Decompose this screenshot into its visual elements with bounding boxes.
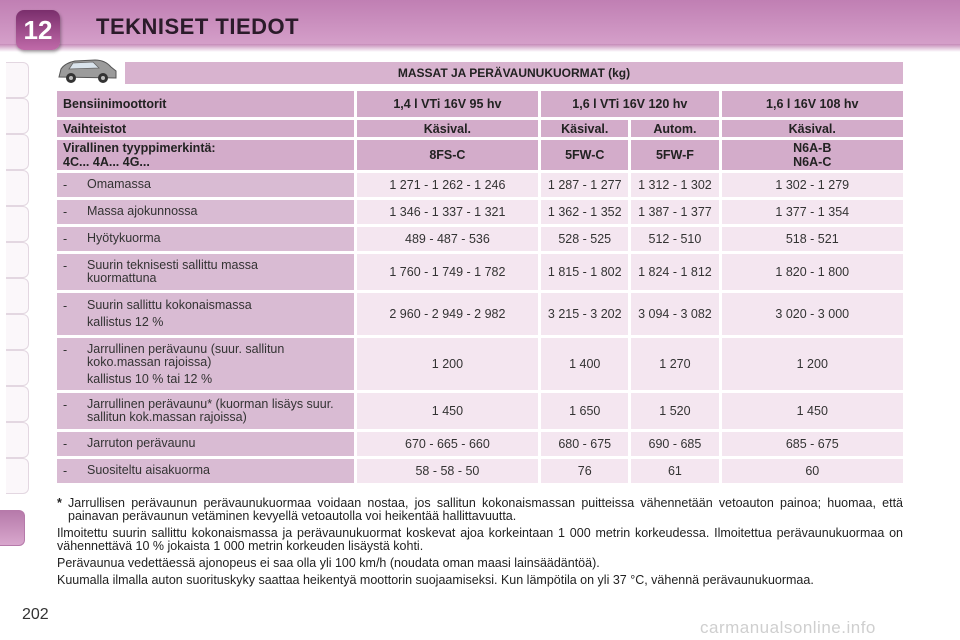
row-value: 512 - 510	[631, 227, 718, 251]
row-value: 1 287 - 1 277	[541, 173, 628, 197]
type-col: 5FW-C	[541, 140, 628, 170]
table-banner: MASSAT JA PERÄVAUNUKUORMAT (kg)	[125, 62, 903, 84]
row-value: 1 824 - 1 812	[631, 254, 718, 290]
gearbox-col: Käsival.	[357, 120, 538, 137]
row-dash: -	[63, 299, 68, 313]
row-value: 1 815 - 1 802	[541, 254, 628, 290]
row-label-cell	[57, 173, 354, 197]
row-value: 685 - 675	[722, 432, 903, 456]
row-value: 1 312 - 1 302	[631, 173, 718, 197]
row-label-group	[87, 299, 252, 329]
side-tab[interactable]	[6, 170, 29, 206]
row-dash: -	[63, 205, 68, 219]
footnote-mark: *	[57, 496, 62, 510]
row-value: 3 215 - 3 202	[541, 293, 628, 335]
note-paragraph: Ilmoitettu suurin sallittu kokonaismassa ja perävaunukuormat koskevat ajoa korkeintaan 1 000 metrin korkeudessa. Ilmoitettua perävaunukuormaa on vähennettävä 10 % jokaista 1 000 metrin korkeuden lisäystä kohti.	[57, 526, 903, 553]
header-shade	[0, 44, 960, 52]
row-value: 1 450	[722, 393, 903, 429]
row-value: 1 450	[357, 393, 538, 429]
notes-section	[57, 497, 903, 591]
row-dash: -	[63, 398, 68, 412]
note-paragraph: Perävaunua vedettäessä ajonopeus ei saa olla yli 100 km/h (noudata oman maasi lainsäädäntöä).	[57, 556, 600, 570]
side-tab[interactable]	[6, 242, 29, 278]
row-value: 60	[722, 459, 903, 483]
row-value: 1 377 - 1 354	[722, 200, 903, 224]
row-value: 61	[631, 459, 718, 483]
row-value: 1 302 - 1 279	[722, 173, 903, 197]
row-label-cell	[57, 432, 354, 456]
row-value: 1 270	[631, 338, 718, 390]
row-label-cell	[57, 338, 354, 390]
table-row	[57, 227, 903, 251]
page-title: TEKNISET TIEDOT	[96, 14, 300, 39]
type-row	[57, 140, 903, 170]
row-label-group	[87, 343, 337, 386]
type-label-line1: Virallinen tyyppimerkintä:	[63, 141, 216, 155]
row-value: 1 200	[722, 338, 903, 390]
row-dash: -	[63, 259, 68, 273]
mass-table-section	[57, 62, 903, 486]
row-label: Hyötykuorma	[87, 231, 161, 245]
row-value: 690 - 685	[631, 432, 718, 456]
row-value: 1 200	[357, 338, 538, 390]
row-label: Suurin sallittu kokonaismassa	[87, 298, 252, 312]
row-value: 680 - 675	[541, 432, 628, 456]
side-tab[interactable]	[6, 458, 29, 494]
row-value: 2 960 - 2 949 - 2 982	[357, 293, 538, 335]
table-row	[57, 293, 903, 335]
row-label: Jarruton perävaunu	[87, 436, 196, 450]
row-label-cell	[57, 227, 354, 251]
row-value: 528 - 525	[541, 227, 628, 251]
row-value: 3 094 - 3 082	[631, 293, 718, 335]
row-value: 76	[541, 459, 628, 483]
row-value: 1 362 - 1 352	[541, 200, 628, 224]
row-label: Jarrullinen perävaunu (suur. sallitun koko.massan rajoissa)	[87, 341, 285, 369]
side-tab-active[interactable]	[0, 510, 25, 546]
engine-col: 1,6 l 16V 108 hv	[722, 91, 903, 117]
type-col-last	[722, 140, 903, 170]
row-label-cell	[57, 393, 354, 429]
side-tab[interactable]	[6, 206, 29, 242]
table-row	[57, 338, 903, 390]
row-value: 1 346 - 1 337 - 1 321	[357, 200, 538, 224]
row-label: Suurin teknisesti sallittu massa kuormattuna	[87, 258, 258, 285]
engine-row-label: Bensiinimoottorit	[57, 91, 354, 117]
table-row	[57, 200, 903, 224]
footnote-text: Jarrullisen perävaunun perävaunukuormaa voidaan nostaa, jos sallitun kokonaismassan puitteissa vähennetään vetoauton painoa; huomaa, että painavan perävaunun vetäminen kevyellä vetoautolla voi heikentää hallittavuutta.	[68, 496, 903, 523]
gearbox-col: Käsival.	[541, 120, 628, 137]
row-value: 1 820 - 1 800	[722, 254, 903, 290]
table-row	[57, 254, 903, 290]
page-number: 202	[22, 606, 49, 623]
side-tab[interactable]	[6, 314, 29, 350]
row-value: 1 520	[631, 393, 718, 429]
side-tab[interactable]	[6, 422, 29, 458]
row-label: Omamassa	[87, 177, 151, 191]
row-value: 1 760 - 1 749 - 1 782	[357, 254, 538, 290]
row-value: 58 - 58 - 50	[357, 459, 538, 483]
side-tab[interactable]	[6, 134, 29, 170]
row-label: Jarrullinen perävaunu* (kuorman lisäys suur. sallitun kok.massan rajoissa)	[87, 397, 334, 424]
chapter-side-tabs	[0, 62, 30, 572]
gearbox-col: Autom.	[631, 120, 718, 137]
gearbox-row	[57, 120, 903, 137]
row-dash: -	[63, 437, 68, 451]
row-value: 1 400	[541, 338, 628, 390]
gearbox-col: Käsival.	[722, 120, 903, 137]
row-label-cell	[57, 254, 354, 290]
table-row	[57, 432, 903, 456]
row-label-cell	[57, 293, 354, 335]
row-label: Suositeltu aisakuorma	[87, 463, 210, 477]
note-paragraph: Kuumalla ilmalla auton suorituskyky saattaa heikentyä moottorin suojaamiseksi. Kun lämpötila on yli 37 °C, vähennä perävaunukuormaa.	[57, 573, 814, 587]
mass-table	[54, 88, 906, 486]
side-tab[interactable]	[6, 62, 29, 98]
row-dash: -	[63, 178, 68, 192]
engine-col: 1,6 l VTi 16V 120 hv	[541, 91, 718, 117]
row-value: 489 - 487 - 536	[357, 227, 538, 251]
table-row	[57, 393, 903, 429]
table-row	[57, 459, 903, 483]
type-label-line2: 4C... 4A... 4G...	[63, 155, 150, 169]
row-sublabel: kallistus 12 %	[87, 315, 164, 329]
engine-col: 1,4 l VTi 16V 95 hv	[357, 91, 538, 117]
row-dash: -	[63, 232, 68, 246]
row-label-cell	[57, 459, 354, 483]
engine-row	[57, 91, 903, 117]
row-label-cell	[57, 200, 354, 224]
row-dash: -	[63, 342, 68, 357]
table-row	[57, 173, 903, 197]
watermark: carmanualsonline.info	[700, 618, 876, 637]
chapter-badge: 12	[16, 10, 60, 50]
row-value: 670 - 665 - 660	[357, 432, 538, 456]
side-tab[interactable]	[6, 278, 29, 314]
row-value: 1 271 - 1 262 - 1 246	[357, 173, 538, 197]
row-value: 1 650	[541, 393, 628, 429]
gearbox-row-label: Vaihteistot	[57, 120, 354, 137]
type-col: 8FS-C	[357, 140, 538, 170]
row-sublabel: kallistus 10 % tai 12 %	[87, 371, 213, 386]
type-col: 5FW-F	[631, 140, 718, 170]
row-dash: -	[63, 464, 68, 478]
side-tab[interactable]	[6, 386, 29, 422]
row-value: 1 387 - 1 377	[631, 200, 718, 224]
side-tab[interactable]	[6, 98, 29, 134]
type-last-line2: N6A-C	[793, 155, 832, 169]
type-row-label	[57, 140, 354, 170]
row-label: Massa ajokunnossa	[87, 204, 198, 218]
row-value: 518 - 521	[722, 227, 903, 251]
type-last-line1: N6A-B	[793, 141, 832, 155]
row-value: 3 020 - 3 000	[722, 293, 903, 335]
side-tab[interactable]	[6, 350, 29, 386]
footnote	[57, 497, 903, 523]
